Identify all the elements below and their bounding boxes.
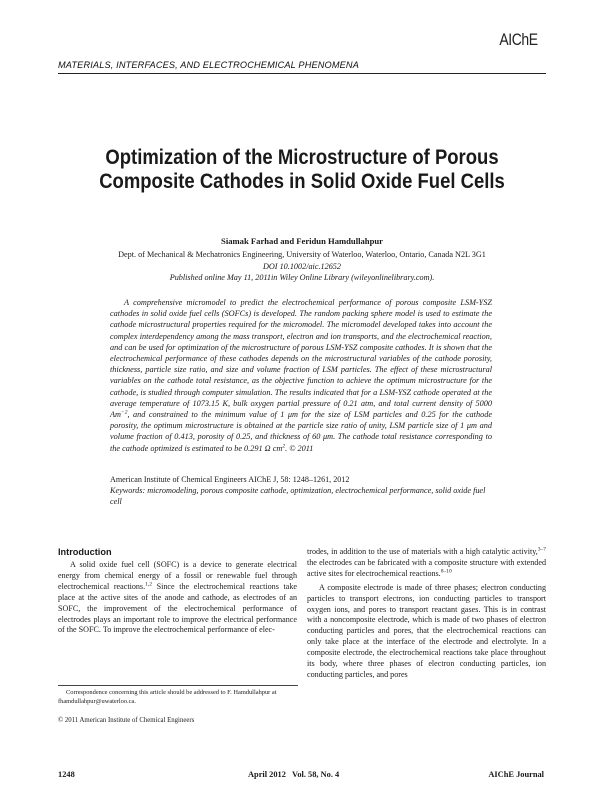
journal-name: AIChE Journal bbox=[488, 770, 544, 779]
paragraph bbox=[58, 560, 297, 636]
text: A solid oxide fuel cell (SOFC) is a device to generate electrical energy from chemical energy of a fossil or renewable fuel through electrochemical reactions. bbox=[58, 560, 297, 591]
abstract-sup-1: −2 bbox=[121, 409, 128, 416]
abstract-text-b: , and constrained to the minimum value of 1 μm for the size of LSM particles and 0.25 for the cathode porosity, the optimum microstructure is obtained at the particle size ratio of unity, LSM particle size of 1 μm and volume fraction of 0.413, porosity of 0.25, and thickness of 60 μm. The cathode total resistance corresponding to the cathode optimized is estimated to be 0.291 Ω cm bbox=[110, 410, 492, 453]
copyright-citation: American Institute of Chemical Engineers AIChE J, 58: 1248–1261, 2012 bbox=[110, 475, 350, 484]
issue-info: April 2012 Vol. 58, No. 4 bbox=[248, 770, 340, 779]
text: Since the electrochemical reactions take place at the active sites of the anode and cathode, as electrodes of an SOFC, the improvement of the electrochemical performance of electrodes plays an important role to improve the electrical performance of the SOFC. To improve the electrochemical performance of elec- bbox=[58, 581, 297, 635]
title-line-2: Composite Cathodes in Solid Oxide Fuel Cells bbox=[99, 170, 505, 193]
published-online: Published online May 11, 2011in Wiley Online Library (wileyonlinelibrary.com). bbox=[169, 273, 435, 282]
citation-sup: 3–7 bbox=[537, 546, 546, 553]
affiliation: Dept. of Mechanical & Mechatronics Engineering, University of Waterloo, Waterloo, Ontario, Canada N2L 3G1 bbox=[118, 250, 486, 259]
abstract-text-a: A comprehensive micromodel to predict the electrochemical performance of porous composite LSM-YSZ cathodes in solid oxide fuel cells (SOFCs) is developed. The random packing sphere model is used to estimate the cathode microstructural properties required for the micromodel. The micromodel developed takes into account the complex interdependency among the mass transport, electron and ion transports, and the electrochemical reaction, and can be used for optimization of the microstructure of porous LSM-YSZ composite cathodes. It is shown that the electrochemical performance of these cathodes depends on the microstructural variables of the cathode porosity, thickness, particle size ratio, and size and volume fraction of LSM particles. The effect of these microstructural variables on the cathode total resistance, as the objective function to achieve the optimum microstructure for the cathode, is studied through computer simulation. The results indicated that for a LSM-YSZ cathode operated at the average temperature of 1073.15 K, bulk oxygen partial pressure of 0.21 atm, and total current density of 5000 Am bbox=[110, 298, 492, 420]
citation-sup: 1,2 bbox=[145, 581, 152, 588]
column-right bbox=[307, 547, 546, 681]
copyright-footnote: © 2011 American Institute of Chemical Engineers bbox=[58, 717, 195, 724]
article-title bbox=[87, 146, 516, 194]
text: trodes, in addition to the use of materials with a high catalytic activity, bbox=[307, 547, 538, 556]
header-rule bbox=[58, 73, 546, 74]
section-heading: MATERIALS, INTERFACES, AND ELECTROCHEMICAL PHENOMENA bbox=[58, 60, 359, 70]
abstract bbox=[110, 297, 492, 454]
paragraph: A composite electrode is made of three phases; electron conducting particles to transport electrons, ion conducting particles to transport oxygen ions, and pores to transport reactant gases. This is in contrast with a noncomposite electrode, which is made of two phases of electron conducting particles and pores, that the electrochemical reactions can only take place at the interface of the electrode and electrolyte. In a composite electrode, the electrochemical reactions take place throughout its body, where three phases of electron conducting particles, ion conducting particles, and pores bbox=[307, 582, 546, 679]
abstract-text-c: . © 2011 bbox=[285, 443, 314, 453]
correspondence-footnote bbox=[58, 689, 298, 706]
authors: Siamak Farhad and Feridun Hamdullahpur bbox=[221, 236, 383, 246]
text: the electrodes can be fabricated with a composite structure with extended active sites for electrochemical reactions. bbox=[307, 557, 546, 578]
doi: DOI 10.1002/aic.12652 bbox=[262, 262, 341, 271]
title-line-1: Optimization of the Microstructure of Porous bbox=[105, 146, 499, 169]
page-number: 1248 bbox=[58, 770, 75, 779]
introduction-heading: Introduction bbox=[58, 547, 112, 557]
aiche-logo: AIChE bbox=[499, 30, 538, 49]
footnote-text: Correspondence concerning this article should be addressed to F. Hamdullahpur at fhamdullahpur@uwaterloo.ca. bbox=[58, 689, 277, 705]
keywords: Keywords: micromodeling, porous composite cathode, optimization, electrochemical performance, solid oxide fuel cell bbox=[110, 486, 486, 506]
footnote-rule bbox=[58, 685, 298, 686]
abstract-sup-2: 2 bbox=[282, 442, 286, 449]
column-left bbox=[58, 560, 297, 636]
citation-sup: 8–10 bbox=[440, 568, 452, 575]
paragraph bbox=[307, 547, 546, 580]
